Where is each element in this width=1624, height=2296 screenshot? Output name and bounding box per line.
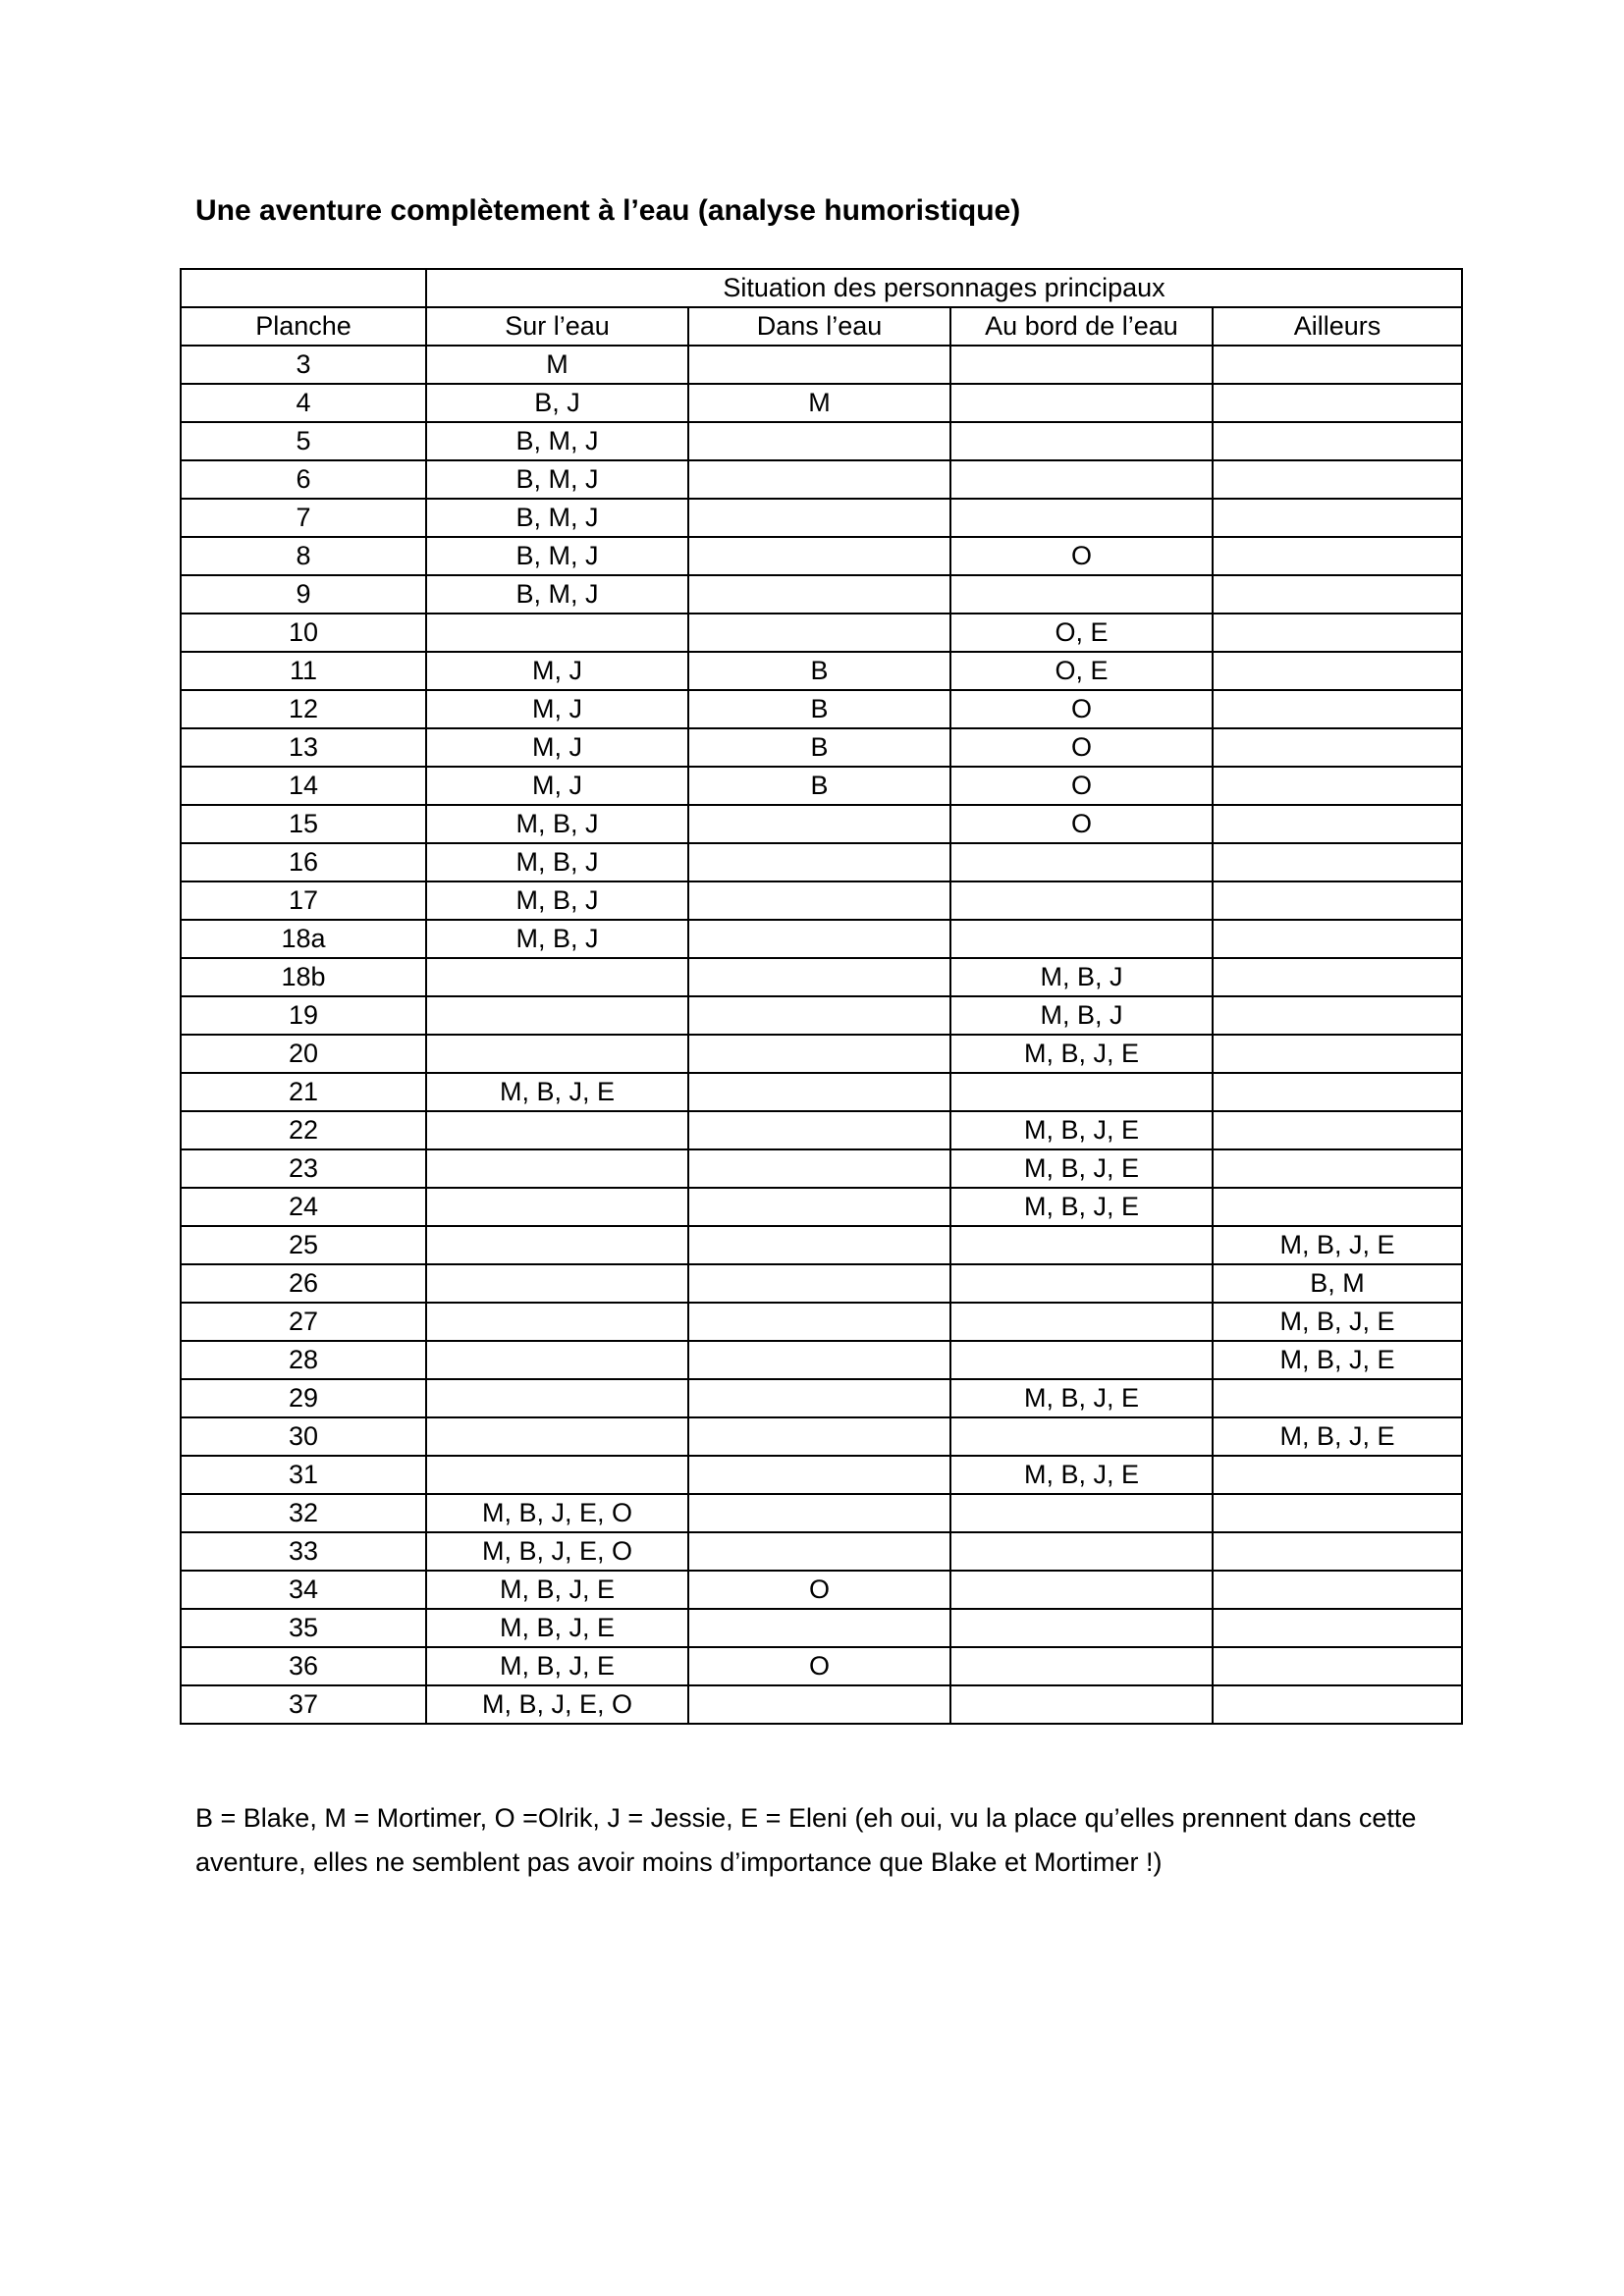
cell-ailleurs <box>1213 1035 1462 1073</box>
cell-dans-l-eau <box>688 537 950 575</box>
cell-dans-l-eau: M <box>688 384 950 422</box>
table-row <box>181 881 1462 920</box>
cell-dans-l-eau <box>688 1494 950 1532</box>
table-row <box>181 1685 1462 1724</box>
cell-ailleurs <box>1213 499 1462 537</box>
cell-dans-l-eau <box>688 1456 950 1494</box>
cell-dans-l-eau <box>688 1303 950 1341</box>
table-row <box>181 728 1462 767</box>
cell-planche: 7 <box>181 499 426 537</box>
table-row <box>181 1149 1462 1188</box>
cell-au-bord-de-l-eau: O, E <box>950 652 1213 690</box>
table-row <box>181 1494 1462 1532</box>
cell-dans-l-eau <box>688 346 950 384</box>
cell-au-bord-de-l-eau <box>950 384 1213 422</box>
cell-planche: 16 <box>181 843 426 881</box>
cell-sur-l-eau <box>426 996 688 1035</box>
cell-au-bord-de-l-eau <box>950 1571 1213 1609</box>
cell-planche: 22 <box>181 1111 426 1149</box>
cell-planche: 18b <box>181 958 426 996</box>
cell-dans-l-eau <box>688 460 950 499</box>
table-row <box>181 1609 1462 1647</box>
cell-ailleurs <box>1213 805 1462 843</box>
cell-planche: 35 <box>181 1609 426 1647</box>
cell-au-bord-de-l-eau <box>950 843 1213 881</box>
cell-sur-l-eau <box>426 1226 688 1264</box>
cell-sur-l-eau <box>426 1417 688 1456</box>
cell-ailleurs <box>1213 575 1462 614</box>
cell-planche: 34 <box>181 1571 426 1609</box>
cell-dans-l-eau: B <box>688 652 950 690</box>
cell-sur-l-eau <box>426 1035 688 1073</box>
cell-sur-l-eau <box>426 1111 688 1149</box>
cell-ailleurs <box>1213 1532 1462 1571</box>
cell-au-bord-de-l-eau <box>950 346 1213 384</box>
cell-sur-l-eau: M, B, J, E, O <box>426 1494 688 1532</box>
cell-planche: 36 <box>181 1647 426 1685</box>
cell-planche: 6 <box>181 460 426 499</box>
cell-dans-l-eau <box>688 1685 950 1724</box>
table-row <box>181 614 1462 652</box>
cell-planche: 8 <box>181 537 426 575</box>
cell-dans-l-eau: B <box>688 767 950 805</box>
cell-ailleurs <box>1213 920 1462 958</box>
cell-ailleurs <box>1213 1111 1462 1149</box>
cell-sur-l-eau <box>426 958 688 996</box>
cell-au-bord-de-l-eau: O <box>950 537 1213 575</box>
cell-sur-l-eau: M <box>426 346 688 384</box>
table-row <box>181 384 1462 422</box>
cell-dans-l-eau <box>688 1073 950 1111</box>
cell-dans-l-eau <box>688 1035 950 1073</box>
situation-table <box>180 268 1463 1725</box>
cell-au-bord-de-l-eau <box>950 1341 1213 1379</box>
cell-ailleurs <box>1213 652 1462 690</box>
cell-ailleurs <box>1213 1149 1462 1188</box>
cell-dans-l-eau <box>688 1532 950 1571</box>
cell-planche: 24 <box>181 1188 426 1226</box>
cell-au-bord-de-l-eau <box>950 1226 1213 1264</box>
cell-dans-l-eau <box>688 920 950 958</box>
table-row <box>181 1379 1462 1417</box>
cell-au-bord-de-l-eau <box>950 881 1213 920</box>
cell-ailleurs <box>1213 958 1462 996</box>
table-row <box>181 346 1462 384</box>
cell-ailleurs <box>1213 1685 1462 1724</box>
cell-au-bord-de-l-eau: M, B, J, E <box>950 1379 1213 1417</box>
cell-sur-l-eau: B, M, J <box>426 460 688 499</box>
table-row <box>181 996 1462 1035</box>
column-header-sur-l-eau: Sur l’eau <box>426 307 688 346</box>
cell-ailleurs <box>1213 384 1462 422</box>
table-row <box>181 1264 1462 1303</box>
cell-au-bord-de-l-eau <box>950 1264 1213 1303</box>
cell-ailleurs <box>1213 1571 1462 1609</box>
table-row <box>181 767 1462 805</box>
cell-ailleurs: M, B, J, E <box>1213 1226 1462 1264</box>
cell-sur-l-eau <box>426 1149 688 1188</box>
cell-planche: 5 <box>181 422 426 460</box>
cell-ailleurs <box>1213 1188 1462 1226</box>
cell-au-bord-de-l-eau <box>950 1532 1213 1571</box>
cell-au-bord-de-l-eau: M, B, J, E <box>950 1188 1213 1226</box>
cell-sur-l-eau: B, M, J <box>426 575 688 614</box>
table-row <box>181 537 1462 575</box>
cell-planche: 32 <box>181 1494 426 1532</box>
cell-ailleurs: M, B, J, E <box>1213 1303 1462 1341</box>
cell-planche: 3 <box>181 346 426 384</box>
empty-header-cell <box>181 269 426 307</box>
cell-planche: 20 <box>181 1035 426 1073</box>
cell-planche: 23 <box>181 1149 426 1188</box>
column-header-row <box>181 307 1462 346</box>
cell-au-bord-de-l-eau: M, B, J, E <box>950 1149 1213 1188</box>
cell-ailleurs <box>1213 346 1462 384</box>
cell-ailleurs <box>1213 460 1462 499</box>
cell-dans-l-eau <box>688 1226 950 1264</box>
table-row <box>181 1417 1462 1456</box>
cell-planche: 21 <box>181 1073 426 1111</box>
table-row <box>181 1532 1462 1571</box>
table-row <box>181 1341 1462 1379</box>
cell-sur-l-eau: B, M, J <box>426 537 688 575</box>
cell-sur-l-eau <box>426 1188 688 1226</box>
cell-dans-l-eau <box>688 614 950 652</box>
cell-sur-l-eau: M, J <box>426 652 688 690</box>
table-row <box>181 422 1462 460</box>
legend-text: B = Blake, M = Mortimer, O =Olrik, J = Jessie, E = Eleni (eh oui, vu la place qu’elles prennent dans cette aventure, elles ne semblent pas avoir moins d’importance que Blake et Mortimer !) <box>195 1803 1417 1877</box>
cell-au-bord-de-l-eau <box>950 1303 1213 1341</box>
cell-au-bord-de-l-eau <box>950 499 1213 537</box>
cell-ailleurs <box>1213 690 1462 728</box>
column-header-dans-l-eau: Dans l’eau <box>688 307 950 346</box>
table-row <box>181 460 1462 499</box>
table-row <box>181 499 1462 537</box>
cell-dans-l-eau: B <box>688 728 950 767</box>
cell-au-bord-de-l-eau: O <box>950 690 1213 728</box>
cell-sur-l-eau: M, B, J, E <box>426 1571 688 1609</box>
cell-planche: 26 <box>181 1264 426 1303</box>
cell-dans-l-eau: O <box>688 1571 950 1609</box>
cell-planche: 18a <box>181 920 426 958</box>
cell-planche: 28 <box>181 1341 426 1379</box>
cell-au-bord-de-l-eau: O <box>950 767 1213 805</box>
table-row <box>181 1571 1462 1609</box>
cell-au-bord-de-l-eau: M, B, J <box>950 958 1213 996</box>
cell-sur-l-eau <box>426 1264 688 1303</box>
table-row <box>181 575 1462 614</box>
column-header-ailleurs: Ailleurs <box>1213 307 1462 346</box>
cell-ailleurs <box>1213 881 1462 920</box>
cell-dans-l-eau <box>688 422 950 460</box>
cell-dans-l-eau: O <box>688 1647 950 1685</box>
cell-dans-l-eau <box>688 1264 950 1303</box>
cell-au-bord-de-l-eau <box>950 1647 1213 1685</box>
cell-ailleurs <box>1213 1379 1462 1417</box>
cell-dans-l-eau <box>688 1609 950 1647</box>
cell-sur-l-eau <box>426 1303 688 1341</box>
table-row <box>181 1303 1462 1341</box>
cell-ailleurs: M, B, J, E <box>1213 1417 1462 1456</box>
cell-dans-l-eau: B <box>688 690 950 728</box>
cell-planche: 10 <box>181 614 426 652</box>
cell-ailleurs <box>1213 843 1462 881</box>
cell-ailleurs <box>1213 996 1462 1035</box>
cell-ailleurs <box>1213 1609 1462 1647</box>
cell-au-bord-de-l-eau <box>950 422 1213 460</box>
cell-au-bord-de-l-eau <box>950 575 1213 614</box>
cell-dans-l-eau <box>688 1188 950 1226</box>
cell-planche: 37 <box>181 1685 426 1724</box>
table-row <box>181 1456 1462 1494</box>
cell-ailleurs <box>1213 1456 1462 1494</box>
cell-au-bord-de-l-eau: M, B, J, E <box>950 1456 1213 1494</box>
cell-ailleurs <box>1213 537 1462 575</box>
cell-dans-l-eau <box>688 1149 950 1188</box>
cell-au-bord-de-l-eau <box>950 1685 1213 1724</box>
table-row <box>181 1226 1462 1264</box>
cell-au-bord-de-l-eau: M, B, J, E <box>950 1035 1213 1073</box>
table-row <box>181 1647 1462 1685</box>
cell-au-bord-de-l-eau: M, B, J <box>950 996 1213 1035</box>
cell-planche: 31 <box>181 1456 426 1494</box>
column-header-planche: Planche <box>181 307 426 346</box>
cell-au-bord-de-l-eau <box>950 1417 1213 1456</box>
cell-sur-l-eau: M, B, J, E, O <box>426 1532 688 1571</box>
cell-dans-l-eau <box>688 1417 950 1456</box>
cell-sur-l-eau <box>426 1456 688 1494</box>
table-row <box>181 958 1462 996</box>
cell-dans-l-eau <box>688 805 950 843</box>
cell-dans-l-eau <box>688 958 950 996</box>
table-row <box>181 843 1462 881</box>
cell-sur-l-eau: M, B, J <box>426 843 688 881</box>
cell-ailleurs <box>1213 422 1462 460</box>
cell-dans-l-eau <box>688 1341 950 1379</box>
table-row <box>181 1111 1462 1149</box>
cell-sur-l-eau: M, B, J <box>426 805 688 843</box>
cell-planche: 19 <box>181 996 426 1035</box>
cell-dans-l-eau <box>688 996 950 1035</box>
cell-au-bord-de-l-eau: O <box>950 728 1213 767</box>
cell-ailleurs <box>1213 614 1462 652</box>
cell-sur-l-eau: M, B, J, E, O <box>426 1685 688 1724</box>
cell-sur-l-eau: M, B, J, E <box>426 1609 688 1647</box>
cell-sur-l-eau: B, M, J <box>426 422 688 460</box>
page-title: Une aventure complètement à l’eau (analyse humoristique) <box>195 194 1021 227</box>
cell-sur-l-eau: B, M, J <box>426 499 688 537</box>
cell-sur-l-eau: M, J <box>426 690 688 728</box>
cell-sur-l-eau <box>426 1341 688 1379</box>
cell-planche: 12 <box>181 690 426 728</box>
cell-ailleurs <box>1213 728 1462 767</box>
cell-sur-l-eau: M, B, J, E <box>426 1647 688 1685</box>
cell-ailleurs <box>1213 1494 1462 1532</box>
cell-sur-l-eau <box>426 614 688 652</box>
cell-au-bord-de-l-eau <box>950 1073 1213 1111</box>
cell-sur-l-eau: M, B, J, E <box>426 1073 688 1111</box>
cell-dans-l-eau <box>688 843 950 881</box>
cell-au-bord-de-l-eau <box>950 1609 1213 1647</box>
cell-dans-l-eau <box>688 881 950 920</box>
cell-sur-l-eau: M, J <box>426 767 688 805</box>
cell-planche: 9 <box>181 575 426 614</box>
cell-sur-l-eau: M, B, J <box>426 881 688 920</box>
table-row <box>181 1188 1462 1226</box>
cell-planche: 27 <box>181 1303 426 1341</box>
table-row <box>181 652 1462 690</box>
table-row <box>181 920 1462 958</box>
group-header-row <box>181 269 1462 307</box>
cell-planche: 30 <box>181 1417 426 1456</box>
cell-dans-l-eau <box>688 1379 950 1417</box>
table-row <box>181 1035 1462 1073</box>
cell-planche: 25 <box>181 1226 426 1264</box>
cell-au-bord-de-l-eau <box>950 1494 1213 1532</box>
cell-au-bord-de-l-eau <box>950 460 1213 499</box>
cell-planche: 13 <box>181 728 426 767</box>
cell-planche: 17 <box>181 881 426 920</box>
cell-dans-l-eau <box>688 499 950 537</box>
cell-dans-l-eau <box>688 1111 950 1149</box>
cell-ailleurs <box>1213 1647 1462 1685</box>
cell-planche: 33 <box>181 1532 426 1571</box>
cell-planche: 14 <box>181 767 426 805</box>
table-row <box>181 690 1462 728</box>
cell-planche: 29 <box>181 1379 426 1417</box>
cell-ailleurs: B, M <box>1213 1264 1462 1303</box>
group-header: Situation des personnages principaux <box>426 269 1462 307</box>
cell-au-bord-de-l-eau <box>950 920 1213 958</box>
cell-ailleurs <box>1213 1073 1462 1111</box>
cell-sur-l-eau: M, B, J <box>426 920 688 958</box>
cell-planche: 4 <box>181 384 426 422</box>
cell-au-bord-de-l-eau: M, B, J, E <box>950 1111 1213 1149</box>
cell-planche: 11 <box>181 652 426 690</box>
table-row <box>181 1073 1462 1111</box>
cell-dans-l-eau <box>688 575 950 614</box>
cell-au-bord-de-l-eau: O, E <box>950 614 1213 652</box>
table-row <box>181 805 1462 843</box>
cell-ailleurs <box>1213 767 1462 805</box>
cell-sur-l-eau: B, J <box>426 384 688 422</box>
cell-au-bord-de-l-eau: O <box>950 805 1213 843</box>
cell-planche: 15 <box>181 805 426 843</box>
column-header-au-bord-de-l-eau: Au bord de l’eau <box>950 307 1213 346</box>
cell-ailleurs: M, B, J, E <box>1213 1341 1462 1379</box>
cell-sur-l-eau: M, J <box>426 728 688 767</box>
cell-sur-l-eau <box>426 1379 688 1417</box>
